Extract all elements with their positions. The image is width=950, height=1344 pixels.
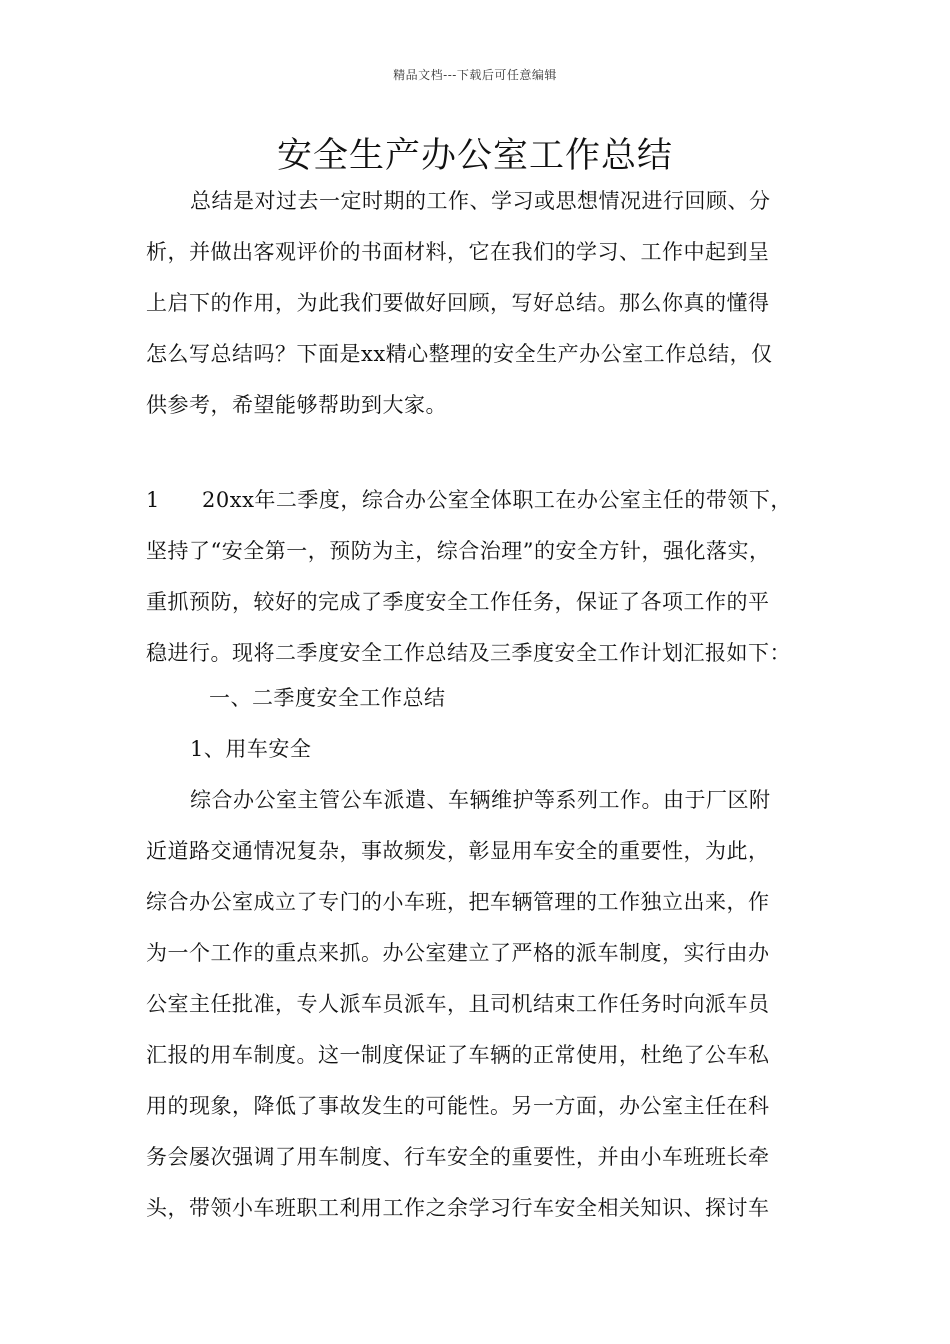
paragraph-line: 公室主任批准，专人派车员派车，且司机结束工作任务时向派车员 [146, 992, 770, 1016]
paragraph-line [146, 475, 816, 526]
intro-line: 析，并做出客观评价的书面材料，它在我们的学习、工作中起到呈 [146, 240, 770, 264]
intro-line: 总结是对过去一定时期的工作、学习或思想情况进行回顾、分 [190, 189, 771, 213]
document-title: 安全生产办公室工作总结 [276, 136, 673, 176]
paragraph-1 [146, 475, 816, 679]
intro-line: 供参考，希望能够帮助到大家。 [146, 393, 447, 417]
paragraph-line: 重抓预防，较好的完成了季度安全工作任务，保证了各项工作的平 [146, 590, 770, 614]
paragraph-line: 坚持了“安全第一，预防为主，综合治理”的安全方针，强化落实， [146, 539, 771, 563]
paragraph-line: 务会屡次强调了用车制度、行车安全的重要性，并由小车班班长牵 [146, 1145, 770, 1169]
intro-paragraph [146, 176, 816, 431]
intro-line: 上启下的作用，为此我们要做好回顾，写好总结。那么你真的懂得 [146, 291, 770, 315]
paragraph-line-text: 20xx年二季度，综合办公室全体职工在办公室主任的带领下， [202, 488, 792, 512]
intro-line: 怎么写总结吗？下面是xx精心整理的安全生产办公室工作总结，仅 [146, 342, 773, 366]
paragraph-number: 1 [146, 488, 160, 512]
paragraph-2 [146, 775, 816, 1234]
paragraph-line: 综合办公室主管公车派遣、车辆维护等系列工作。由于厂区附 [190, 788, 771, 812]
paragraph-line: 用的现象，降低了事故发生的可能性。另一方面，办公室主任在科 [146, 1094, 770, 1118]
paragraph-line: 稳进行。现将二季度安全工作总结及三季度安全工作计划汇报如下： [146, 641, 791, 665]
paragraph-line: 综合办公室成立了专门的小车班，把车辆管理的工作独立出来，作 [146, 890, 770, 914]
section-heading: 一、二季度安全工作总结 [209, 686, 446, 710]
paragraph-line: 为一个工作的重点来抓。办公室建立了严格的派车制度，实行由办 [146, 941, 770, 965]
page-header: 精品文档---下载后可任意编辑 [393, 68, 557, 82]
paragraph-line: 汇报的用车制度。这一制度保证了车辆的正常使用，杜绝了公车私 [146, 1043, 770, 1067]
paragraph-line: 头，带领小车班职工利用工作之余学习行车安全相关知识、探讨车 [146, 1196, 770, 1220]
subsection-heading: 1、用车安全 [190, 737, 312, 761]
paragraph-line: 近道路交通情况复杂，事故频发，彰显用车安全的重要性，为此， [146, 839, 770, 863]
